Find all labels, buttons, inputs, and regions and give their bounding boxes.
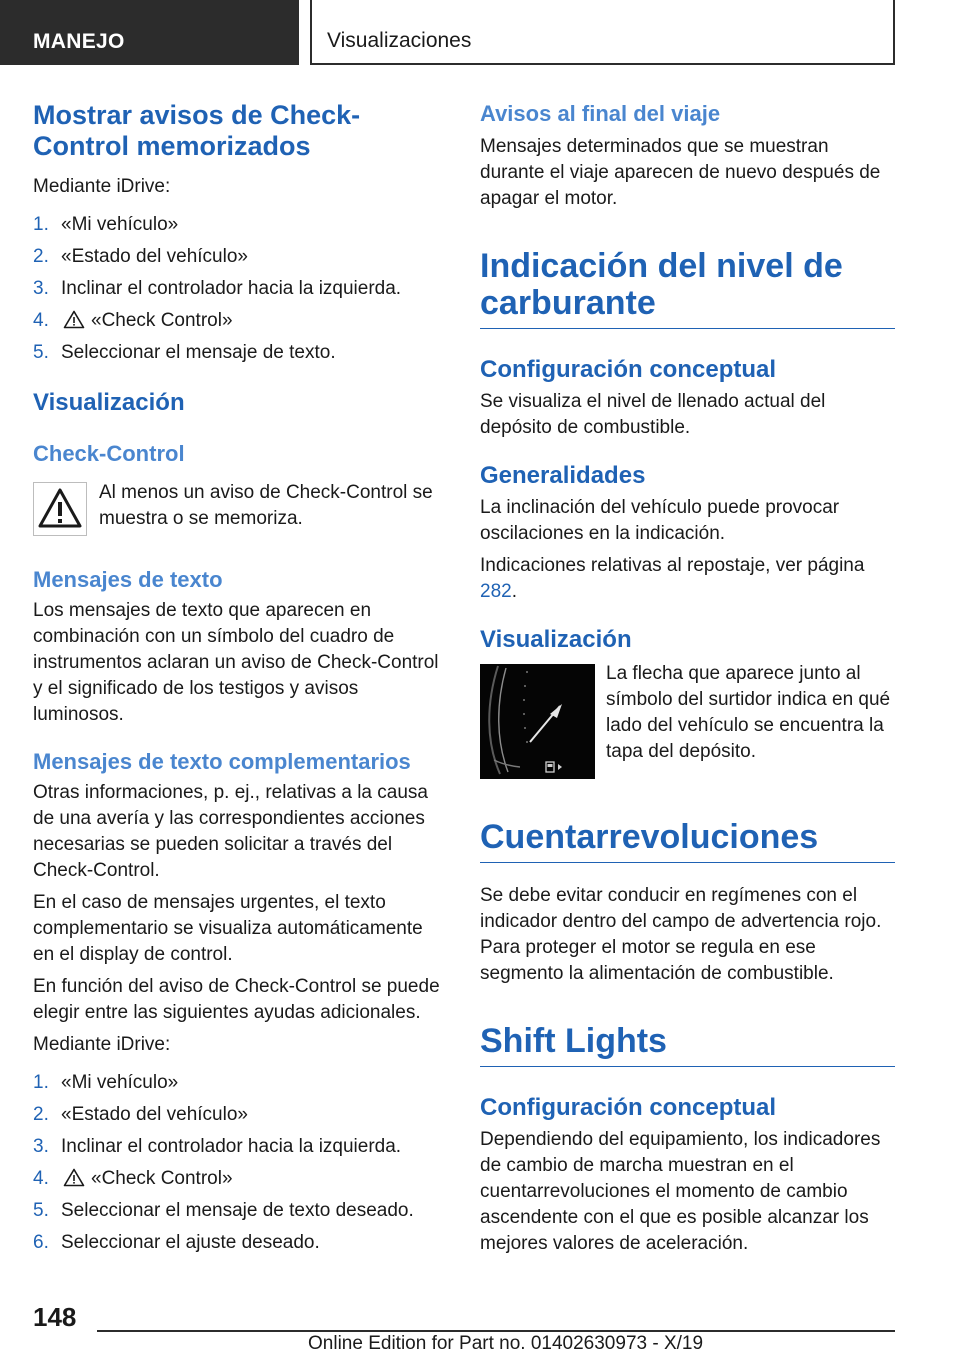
header-section-title: MANEJO <box>33 30 125 53</box>
list-item: 4. «Check Control» <box>33 310 233 331</box>
heading-visualizacion-2: Visualización <box>480 626 632 653</box>
list-item: 3. Inclinar el controlador hacia la izquierda. <box>33 278 402 299</box>
header-chapter-title: Visualizaciones <box>327 29 472 52</box>
via-idrive-text: Mediante iDrive: <box>33 176 171 197</box>
concept-1-text: Se visualiza el nivel de llenado actual del depósito de combustible. <box>480 391 826 438</box>
warning-triangle-icon <box>33 482 87 536</box>
general-paragraph-2: Indicaciones relativas al repostaje, ver página 282. <box>480 555 865 602</box>
heading-concept-1: Configuración conceptual <box>480 356 777 383</box>
warning-triangle-icon <box>63 1168 85 1187</box>
fuel-gauge-image <box>480 664 595 779</box>
list-item: 2. «Estado del vehículo» <box>33 246 248 267</box>
check-control-note <box>33 480 448 538</box>
list-item: 1. «Mi vehículo» <box>33 214 179 235</box>
list-item: 4. «Check Control» <box>33 1168 233 1189</box>
page-link[interactable]: 282 <box>480 581 512 602</box>
heading-check-control: Check-Control <box>33 441 185 466</box>
complementary-paragraph-2: En el caso de mensajes urgentes, el texto complementario se visualiza automáticamente en el display de control. <box>33 892 423 965</box>
warning-triangle-icon <box>63 310 85 329</box>
concept-2-text: Dependiendo del equipamiento, los indicadores de cambio de marcha muestran en el cuentarrevoluciones el momento de cambio ascendente con el que es posible alcanzar los mejores valores de aceleración. <box>480 1129 881 1254</box>
edition-text: Online Edition for Part no. 01402630973 - X/19 <box>308 1333 704 1354</box>
check-control-text: Al menos un aviso de Check-Control se muestra o se memoriza. <box>99 482 433 529</box>
list-item: 1. «Mi vehículo» <box>33 1072 179 1093</box>
page-number: 148 <box>33 1302 77 1332</box>
heading-complementary-messages: Mensajes de texto complementarios <box>33 749 411 774</box>
via-idrive-text-2: Mediante iDrive: <box>33 1034 171 1055</box>
list-item: 6. Seleccionar el ajuste deseado. <box>33 1232 320 1253</box>
general-paragraph-1: La inclinación del vehículo puede provocar oscilaciones en la indicación. <box>480 497 840 544</box>
heading-visualizacion: Visualización <box>33 389 185 416</box>
heading-shift-lights: Shift Lights <box>480 1023 895 1067</box>
heading-concept-2: Configuración conceptual <box>480 1094 777 1121</box>
header-section-tab <box>0 0 299 65</box>
heading-tachometer: Cuentarrevoluciones <box>480 819 895 863</box>
steps-list-1 <box>33 212 448 366</box>
complementary-paragraph-1: Otras informaciones, p. ej., relativas a la causa de una avería y las correspondientes acciones necesarias se pueden solicitar a través del Check-Control. <box>33 782 428 881</box>
fuel-gauge-note <box>480 661 895 779</box>
list-item: 2. «Estado del vehículo» <box>33 1104 248 1125</box>
fuel-gauge-text: La flecha que aparece junto al símbolo del surtidor indica en qué lado del vehículo se encuentra la tapa del depósito. <box>606 663 891 762</box>
steps-list-2 <box>33 1070 448 1256</box>
list-item: 5. Seleccionar el mensaje de texto deseado. <box>33 1200 414 1221</box>
text-messages-paragraph: Los mensajes de texto que aparecen en combinación con un símbolo del cuadro de instrumentos aclaran un aviso de Check-Control y el significado de los testigos y avisos luminosos. <box>33 600 439 725</box>
heading-fuel-level: Indicación del nivel de carburante <box>480 248 895 329</box>
tachometer-text: Se debe evitar conducir en regímenes con el indicador dentro del campo de advertencia rojo. Para proteger el motor se regula en ese segmento la alimentación de combustible. <box>480 885 882 984</box>
left-column <box>33 100 448 1262</box>
heading-general: Generalidades <box>480 462 646 489</box>
heading-end-of-trip: Avisos al final del viaje <box>480 101 721 126</box>
heading-show-memorized: Mostrar avisos de Check-Control memorizados <box>33 100 361 161</box>
right-column <box>480 100 895 1257</box>
list-item: 3. Inclinar el controlador hacia la izquierda. <box>33 1136 402 1157</box>
complementary-paragraph-3: En función del aviso de Check-Control se puede elegir entre las siguientes ayudas adicionales. <box>33 976 440 1023</box>
footer-divider <box>97 1330 895 1332</box>
list-item: 5. Seleccionar el mensaje de texto. <box>33 342 336 363</box>
end-of-trip-text: Mensajes determinados que se muestran durante el viaje aparecen de nuevo después de apagar el motor. <box>480 136 881 209</box>
header-chapter-tab <box>310 0 895 65</box>
heading-text-messages: Mensajes de texto <box>33 567 223 592</box>
